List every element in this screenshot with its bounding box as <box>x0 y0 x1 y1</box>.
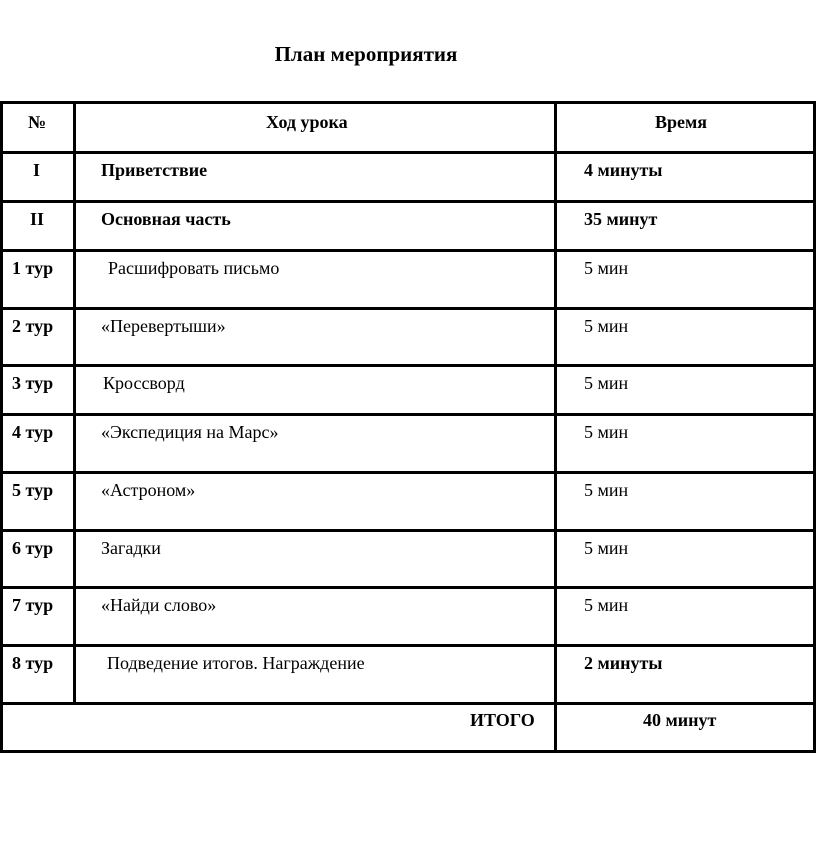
row-activity: «Перевертыши» <box>101 316 226 336</box>
row-activity: Кроссворд <box>103 373 185 393</box>
total-time: 40 минут <box>643 710 717 730</box>
row-activity: Расшифровать письмо <box>108 258 280 278</box>
row-time: 5 мин <box>584 316 629 336</box>
row-num: II <box>30 209 45 229</box>
header-time: Время <box>655 112 708 132</box>
row-activity: Приветствие <box>101 160 208 180</box>
row-time: 5 мин <box>584 480 629 500</box>
row-time: 4 минуты <box>584 160 663 180</box>
row-num: 5 тур <box>12 480 54 500</box>
row-time: 5 мин <box>584 595 629 615</box>
row-activity: «Астроном» <box>101 480 196 500</box>
row-num: I <box>33 160 41 180</box>
row-divider <box>3 644 813 647</box>
row-time: 5 мин <box>584 538 629 558</box>
row-divider <box>3 702 813 705</box>
row-time: 5 мин <box>584 422 629 442</box>
row-num: 8 тур <box>12 653 54 673</box>
row-activity: «Найди слово» <box>101 595 217 615</box>
row-time: 2 минуты <box>584 653 663 673</box>
row-divider <box>3 151 813 154</box>
row-activity: Загадки <box>101 538 161 558</box>
row-divider <box>3 471 813 474</box>
row-divider <box>3 413 813 416</box>
row-divider <box>3 529 813 532</box>
row-time: 35 минут <box>584 209 658 229</box>
row-time: 5 мин <box>584 373 629 393</box>
row-num: 4 тур <box>12 422 54 442</box>
row-num: 6 тур <box>12 538 54 558</box>
row-activity: «Экспедиция на Марс» <box>101 422 279 442</box>
col-divider-1 <box>73 104 76 702</box>
document-title: План мероприятия <box>274 42 458 66</box>
row-num: 7 тур <box>12 595 54 615</box>
row-divider <box>3 307 813 310</box>
row-activity: Подведение итогов. Награждение <box>107 653 365 673</box>
event-plan-table <box>0 101 816 753</box>
total-label: ИТОГО <box>470 710 535 730</box>
row-divider <box>3 586 813 589</box>
row-num: 3 тур <box>12 373 54 393</box>
row-time: 5 мин <box>584 258 629 278</box>
row-divider <box>3 364 813 367</box>
row-num: 2 тур <box>12 316 54 336</box>
row-divider <box>3 249 813 252</box>
row-num: 1 тур <box>12 258 54 278</box>
header-num: № <box>28 112 47 132</box>
header-activity: Ход урока <box>266 112 348 132</box>
row-activity: Основная часть <box>101 209 231 229</box>
row-divider <box>3 200 813 203</box>
